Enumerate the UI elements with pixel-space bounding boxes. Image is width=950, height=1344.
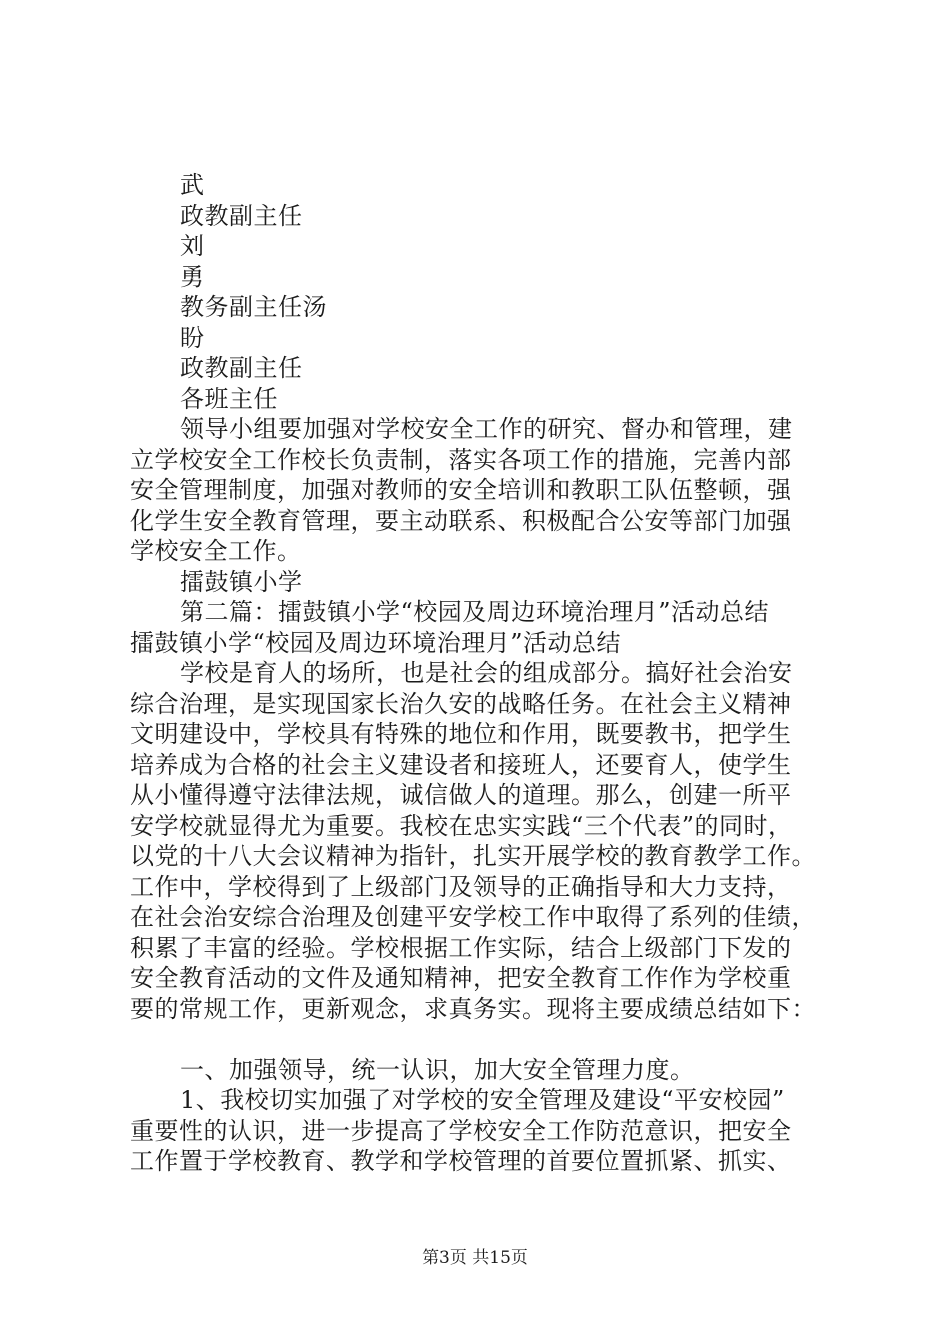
paragraph-line: 学校安全工作。 [130, 537, 302, 565]
paragraph-line: 以党的十八大会议精神为指针，扎实开展学校的教育教学工作。 [130, 842, 816, 870]
text-line: 武 [180, 171, 205, 199]
paragraph-line: 1、我校切实加强了对学校的安全管理及建设“平安校园” [180, 1086, 785, 1114]
paragraph-line: 要的常规工作，更新观念，求真务实。现将主要成绩总结如下： [130, 994, 816, 1023]
page-number: 第3页 共15页 [422, 1248, 528, 1268]
document-body [130, 170, 830, 1177]
text-line: 教务副主任汤 [180, 293, 327, 321]
text-line: 政教副主任 [180, 354, 303, 382]
text-line: 各班主任 [180, 384, 278, 413]
paragraph-line: 工作置于学校教育、教学和学校管理的首要位置抓紧、抓实、 [130, 1147, 792, 1175]
paragraph-line: 立学校安全工作校长负责制，落实各项工作的措施，完善内部 [130, 445, 792, 474]
signature-line: 擂鼓镇小学 [180, 567, 303, 596]
paragraph-line: 学校是育人的场所，也是社会的组成部分。搞好社会治安 [180, 659, 793, 687]
paragraph-line: 从小懂得遵守法律法规，诚信做人的道理。那么，创建一所平 [130, 781, 792, 809]
paragraph-line: 重要性的认识，进一步提高了学校安全工作防范意识，把安全 [130, 1116, 792, 1145]
paragraph-line: 文明建设中，学校具有特殊的地位和作用，既要教书，把学生 [130, 720, 792, 748]
text-line: 盼 [180, 323, 205, 352]
text-line: 刘 [180, 232, 205, 260]
text-line: 政教副主任 [180, 201, 303, 230]
paragraph-line: 安学校就显得尤为重要。我校在忠实实践“三个代表”的同时， [130, 811, 793, 840]
paragraph-line: 在社会治安综合治理及创建平安学校工作中取得了系列的佳绩， [130, 903, 816, 931]
paragraph-line: 化学生安全教育管理，要主动联系、积极配合公安等部门加强 [130, 506, 792, 535]
paragraph-line: 安全教育活动的文件及通知精神，把安全教育工作作为学校重 [130, 964, 792, 992]
paragraph-line: 领导小组要加强对学校安全工作的研究、督办和管理，建 [180, 415, 793, 443]
section-heading: 一、加强领导，统一认识，加大安全管理力度。 [180, 1055, 695, 1084]
paragraph-line: 培养成为合格的社会主义建设者和接班人，还要育人，使学生 [130, 750, 792, 779]
paragraph-line: 安全管理制度，加强对教师的安全培训和教职工队伍整顿，强 [130, 476, 792, 504]
paragraph-line: 综合治理，是实现国家长治久安的战略任务。在社会主义精神 [130, 689, 792, 718]
text-line: 勇 [180, 262, 205, 291]
article-title: 擂鼓镇小学“校园及周边环境治理月”活动总结 [130, 628, 622, 657]
paragraph-line: 工作中，学校得到了上级部门及领导的正确指导和大力支持， [130, 872, 792, 901]
paragraph-line: 积累了丰富的经验。学校根据工作实际，结合上级部门下发的 [130, 933, 792, 962]
blank-line [130, 1024, 830, 1055]
section-heading: 第二篇：擂鼓镇小学“校园及周边环境治理月”活动总结 [180, 598, 770, 626]
